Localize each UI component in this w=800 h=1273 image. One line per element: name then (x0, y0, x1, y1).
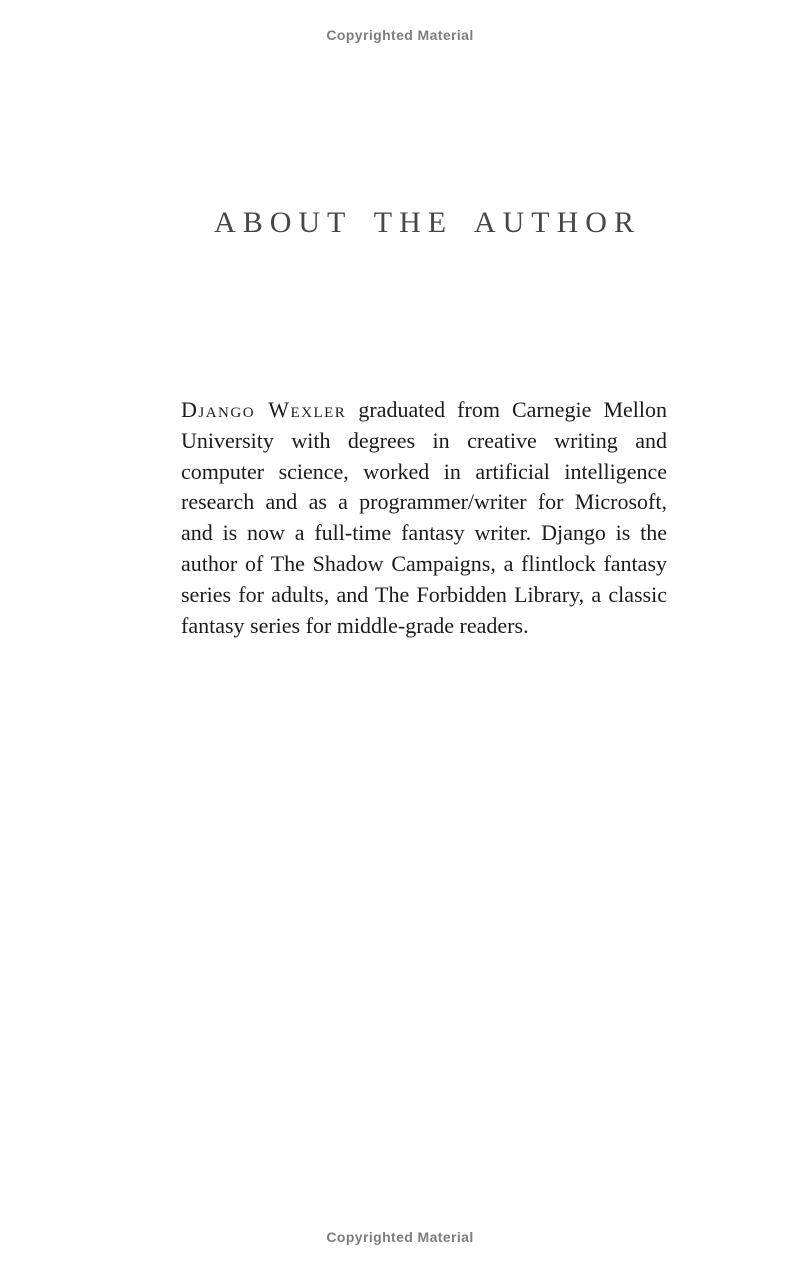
copyright-notice-bottom: Copyrighted Material (326, 1229, 474, 1245)
about-the-author-heading: ABOUT THE AUTHOR (214, 206, 641, 239)
author-name: Django Wexler (181, 397, 347, 422)
author-bio-paragraph (181, 395, 667, 641)
copyright-notice-top: Copyrighted Material (326, 27, 474, 43)
author-bio-text: graduated from Carnegie Mellon University with degrees in creative writing and computer science, worked in artificial intelligence research and as a programmer/writer for Microsoft, and is now a full-time fantasy writer. Django is the author of The Shadow Campaigns, a flintlock fantasy series for adults, and The Forbidden Library, a classic fantasy series for middle-grade readers. (181, 397, 667, 638)
text-column (181, 0, 667, 1273)
